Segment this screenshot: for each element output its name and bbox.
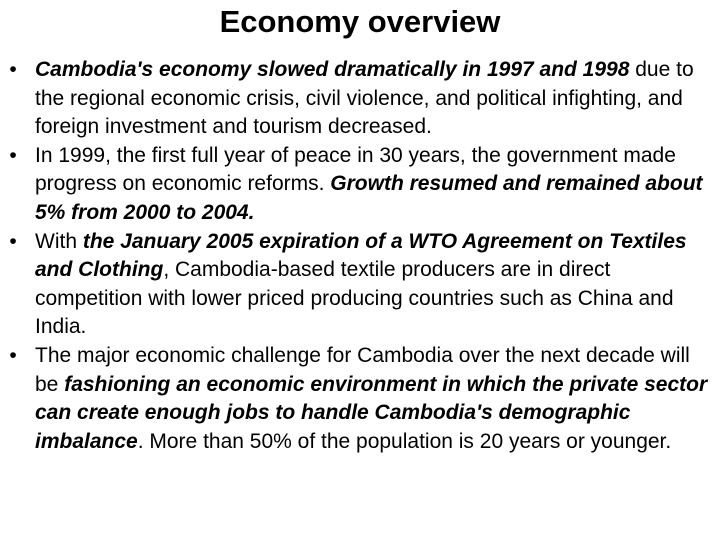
bullet-text: due to the regional economic crisis, civil violence, and political infighting, and foreign investment and tourism decreased. [35,58,694,139]
bullet-item [0,342,716,456]
bullet-text: The major economic challenge for Cambodia over the next decade will be [35,343,690,396]
bullet-text-emphasis: Growth resumed and remained about 5% from 2000 to 2004. [35,172,703,224]
bullet-text: In 1999, the first full year of peace in 30 years, the government made progress on economic reforms. [35,143,676,196]
bullet-text: , Cambodia-based textile producers are in direct competition with lower priced producing countries such as China and India. [35,258,674,339]
bullet-icon: • [9,229,17,253]
bullet-text: . More than 50% of the population is 20 years or younger. [137,429,672,453]
bullet-text-emphasis: the January 2005 expiration of a WTO Agreement on Textiles and Clothing [35,229,687,282]
bullet-icon: • [9,143,17,167]
bullet-text-emphasis: Cambodia's economy slowed dramatically in 1997 and 1998 [35,58,630,81]
bullet-item [0,228,716,342]
slide-title: Economy overview [219,4,501,39]
bullet-list [0,56,716,456]
bullet-text-emphasis: fashioning an economic environment in which the private sector can create enough jobs to handle Cambodia's demographic imbalance [35,372,708,453]
bullet-text: With [35,229,83,253]
bullet-item [0,142,716,228]
bullet-icon: • [9,58,17,81]
bullet-item [0,56,716,142]
bullet-icon: • [9,343,17,367]
